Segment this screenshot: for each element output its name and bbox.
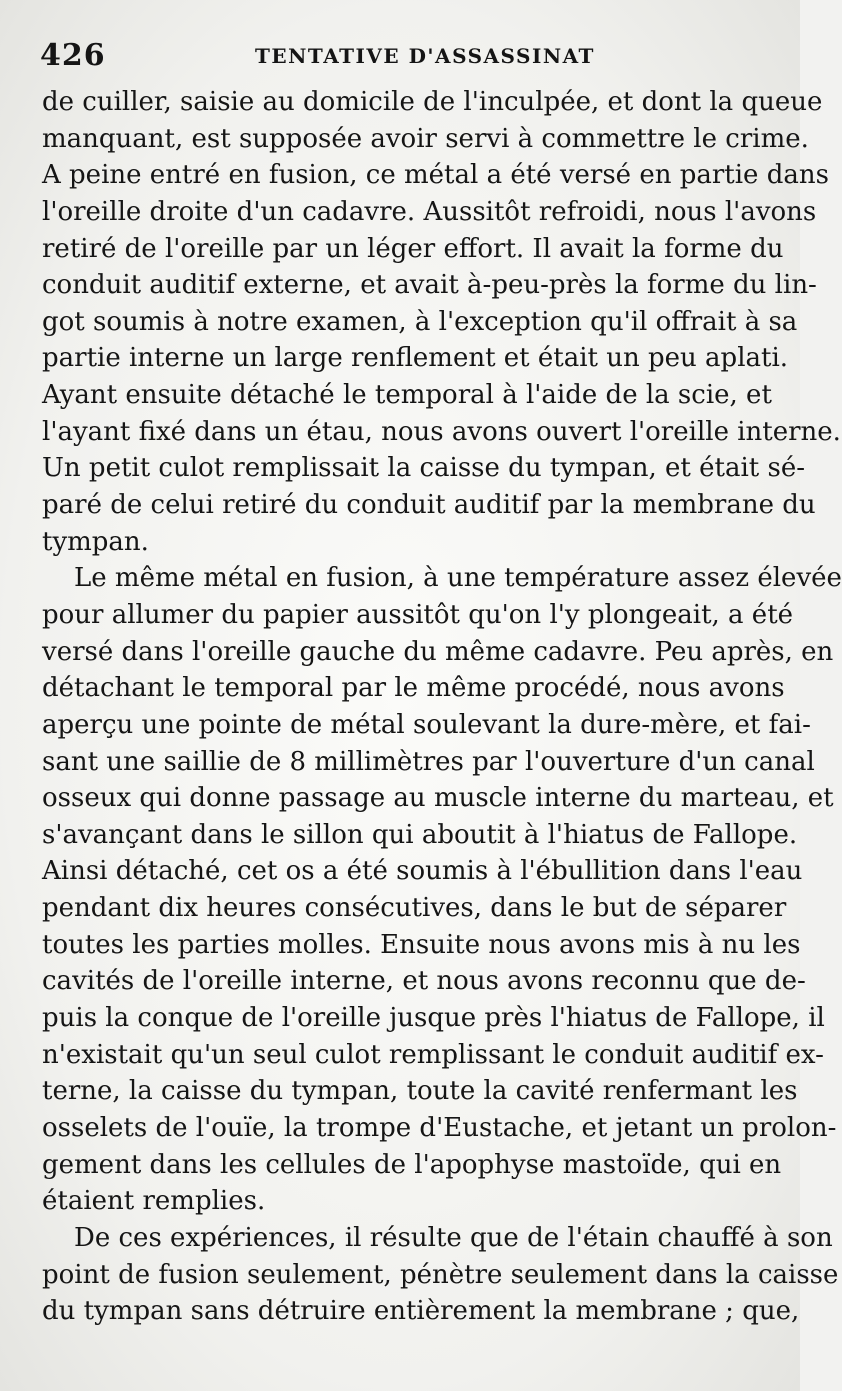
text-line: pendant dix heures consécutives, dans le but de séparer (42, 893, 787, 924)
text-line: cavités de l'oreille interne, et nous avons reconnu que de- (42, 966, 806, 997)
text-line: versé dans l'oreille gauche du même cadavre. Peu après, en (42, 636, 834, 667)
text-line: manquant, est supposée avoir servi à commettre le crime. (42, 123, 809, 154)
text-line: Ainsi détaché, cet os a été soumis à l'ébullition dans l'eau (42, 856, 803, 887)
text-line: conduit auditif externe, et avait à-peu-près la forme du lin- (42, 270, 817, 301)
text-line: Un petit culot remplissait la caisse du tympan, et était sé- (42, 453, 806, 484)
text-line: sant une saillie de 8 millimètres par l'ouverture d'un canal (42, 746, 815, 777)
text-line: détachant le temporal par le même procédé, nous avons (42, 673, 785, 704)
text-line: terne, la caisse du tympan, toute la cavité renfermant les (42, 1076, 798, 1107)
page-header (40, 38, 760, 78)
text-line: gement dans les cellules de l'apophyse mastoïde, qui en (42, 1149, 782, 1180)
text-line: point de fusion seulement, pénètre seulement dans la caisse (42, 1259, 839, 1290)
text-line: A peine entré en fusion, ce métal a été versé en partie dans (42, 160, 829, 191)
text-line: osselets de l'ouïe, la trompe d'Eustache, et jetant un prolon- (42, 1112, 837, 1143)
text-line: partie interne un large renflement et était un peu aplati. (42, 343, 789, 374)
text-line: De ces expériences, il résulte que de l'étain chauffé à son (74, 1222, 833, 1253)
text-line: retiré de l'oreille par un léger effort. Il avait la forme du (42, 233, 784, 264)
text-line: Le même métal en fusion, à une température assez élevée (74, 563, 842, 594)
text-line: aperçu une pointe de métal soulevant la dure-mère, et fai- (42, 709, 811, 740)
text-line: toutes les parties molles. Ensuite nous avons mis à nu les (42, 929, 801, 960)
text-line: s'avançant dans le sillon qui aboutit à l'hiatus de Fallope. (42, 819, 798, 850)
text-line: puis la conque de l'oreille jusque près l'hiatus de Fallope, il (42, 1003, 825, 1034)
text-line: osseux qui donne passage au muscle interne du marteau, et (42, 783, 834, 814)
text-line: l'oreille droite d'un cadavre. Aussitôt refroidi, nous l'avons (42, 196, 817, 227)
running-head: TENTATIVE D'ASSASSINAT (255, 44, 595, 68)
text-line: étaient remplies. (42, 1186, 266, 1217)
text-line: paré de celui retiré du conduit auditif par la membrane du (42, 490, 816, 521)
text-line: got soumis à notre examen, à l'exception qu'il offrait à sa (42, 306, 798, 337)
page-number: 426 (40, 38, 106, 73)
text-line: n'existait qu'un seul culot remplissant le conduit auditif ex- (42, 1039, 824, 1070)
body-text (42, 84, 842, 1330)
text-line: pour allumer du papier aussitôt qu'on l'y plongeait, a été (42, 599, 794, 630)
text-line: de cuiller, saisie au domicile de l'inculpée, et dont la queue (42, 87, 823, 117)
text-line: Ayant ensuite détaché le temporal à l'aide de la scie, et (42, 380, 772, 411)
text-line: l'ayant fixé dans un étau, nous avons ouvert l'oreille interne. (42, 416, 841, 447)
text-line: tympan. (42, 526, 149, 557)
text-line: du tympan sans détruire entièrement la membrane ; que, (42, 1296, 800, 1327)
